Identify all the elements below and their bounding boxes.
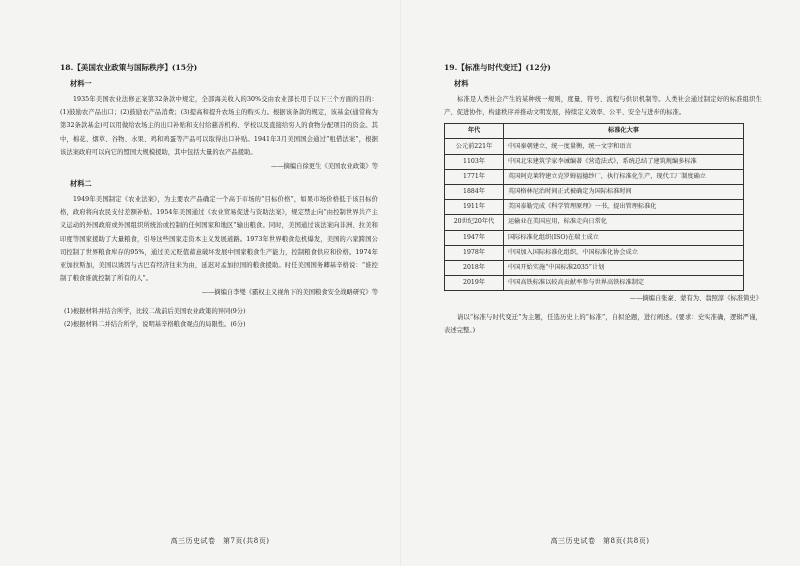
row-year: 1884年 [445, 184, 504, 199]
row-event: 国际标准化组织(ISO)在瑞士成立 [504, 230, 744, 245]
row-event: 中国加入国际标准化组织，中国标准化协会成立 [504, 245, 744, 260]
table-row [445, 184, 744, 199]
sub-question-2: (2)根据材料二并结合所学，说明基辛格粮食观点的局限性。(6分) [64, 321, 246, 329]
material-intro: 标准是人类社会产生的某种统一规则，度量、符号、流程与供识机制等。人类社会通过制定好的标准组织生产、促进协作，构建秩序并推动文明发展，持续定义效率、公平、安全与进步的标准。 [444, 96, 762, 117]
row-event: 英国阿克莱特建立克罗姆福德纱厂，执行标准化生产，现代工厂制度确立 [504, 169, 744, 184]
row-year: 1911年 [445, 200, 504, 215]
row-year: 2019年 [445, 276, 504, 291]
header-era: 年代 [445, 124, 504, 139]
table-row [445, 260, 744, 275]
table-row [445, 245, 744, 260]
row-event: 中国秦朝建立，统一度量衡，统一文字和语言 [504, 139, 744, 154]
table-row [445, 276, 744, 291]
material-2-label: 材料二 [70, 179, 92, 189]
row-event: 中国北宋建筑学家李诫编著《营造法式》，系统总结了建筑规编多标准 [504, 154, 744, 169]
row-year: 20世纪20年代 [445, 215, 504, 230]
material-1-text: 1935年美国农业法修正案第32条款中规定，全部海关收入的30%交由农业部长用于以下三个方面的目的：(1)鼓励农产品出口；(2)鼓励农产品消费；(3)提高和提升农场主的购买力。根据该条款的规定，该基金(通常称为第32条款基金)可以用做给农场主的出口补贴和支付给慈善机构、学校以及直接给穷人的食物分配项目的资金。其中，棉花、烟草、谷物、水果、鸡和鸡蛋等产品可以取得出口补贴。1941年3月美国国会通过“租借法案”，根据该法案政府可以向它的盟国大规模援助，其中包括大量的农产品援助。 [60, 96, 378, 156]
row-year: 2018年 [445, 260, 504, 275]
table-row [445, 230, 744, 245]
row-event: 英国格林尼治时间正式被确定为国际标准时间 [504, 184, 744, 199]
row-year: 1947年 [445, 230, 504, 245]
table-header-row [445, 124, 744, 139]
row-year: 公元前221年 [445, 139, 504, 154]
material-label: 材料 [454, 79, 469, 88]
row-year: 1103年 [445, 154, 504, 169]
question-19-title: 19.【标准与时代变迁】(12分) [444, 63, 551, 72]
row-year: 1978年 [445, 245, 504, 260]
table-row [445, 139, 744, 154]
row-event: 运输业在美国应用，标准走向日常化 [504, 215, 744, 230]
header-event: 标准化大事 [504, 124, 744, 139]
exam-page-8 [400, 0, 800, 566]
material-1-source: ——摘编自徐更生《美国农业政策》等 [270, 163, 378, 171]
essay-task: 请以“标准与时代变迁”为主题，任选历史上的“标准”，自拟论题，进行阐述。(要求：史实准确，逻辑严谨，表述完整。) [444, 314, 762, 335]
table-source: ——摘编自张豪、蒙有为、翁照淳《标准简史》 [629, 295, 762, 303]
row-year: 1771年 [445, 169, 504, 184]
material-2-source: ——摘编自李燮《霸权主义视角下的美国粮食安全战略研究》等 [201, 289, 378, 297]
material-1-label: 材料一 [70, 79, 92, 88]
table-row [445, 154, 744, 169]
sub-question-1: (1)根据材料并结合所学，比较二战前后美国农业政策的异同(9分) [64, 308, 246, 316]
page-footer-8: 高三历史试卷 第8页(共8页) [550, 537, 650, 545]
standardization-table [444, 123, 744, 291]
material-2-text: 1949年美国制定《农业法案》，为主要农产品确定一个高于市场的“目标价格”，如果市场价格低于该目标价格，政府将向农民支付差额补贴。1954年美国通过《农业贸易促进与资助法案》，规定禁止向“由控制世界共产主义运动的外国政府或外国组织所统治或控制的任何国家和地区”输出粮食。同时，美国通过该法案向非洲、拉美和印度等国家援助了大量粮食，引导这些国家走资本主义发展道路。1973年世界粮食危机爆发，美国的六家跨国公司控制了世界粮食库存的95%，通过美元贬值蓄意破坏发展中国家粮食生产能力，控制粮食供应和价格。1974年亚加拉斯加，美国以诱因与古巴有经济往来为由，延迟对孟加拉国的粮食援助。时任美国国务卿基辛格说：“谁控制了粮食谁就控制了所有的人”。 [60, 196, 378, 283]
question-18-title: 18.【美国农业政策与国际秩序】(15分) [60, 63, 198, 72]
row-event: 美国泰勒完成《科学管理原理》一书，提出管理标准化 [504, 200, 744, 215]
row-event: 中国开始实施“中国标准2035”计划 [504, 260, 744, 275]
table-row [445, 169, 744, 184]
table-row [445, 200, 744, 215]
row-event: 中国高铁标准以较高贡献率参与世界高铁标准制定 [504, 276, 744, 291]
page-footer-7: 高三历史试卷 第7页(共8页) [170, 537, 270, 545]
table-row [445, 215, 744, 230]
